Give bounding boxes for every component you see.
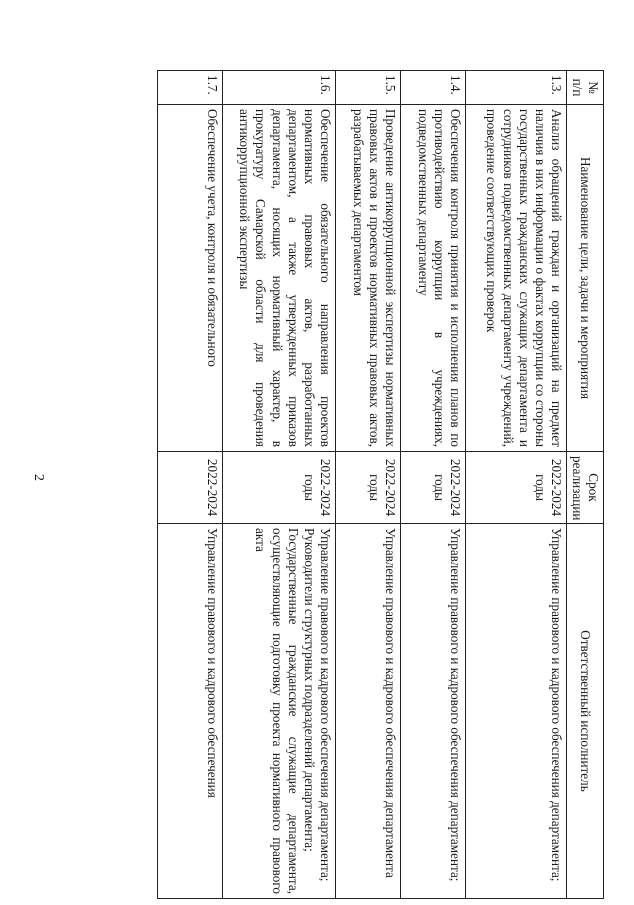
row-num: 1.5. <box>335 71 400 105</box>
row-term: 2022-2024 годы <box>465 452 566 524</box>
anticorruption-plan-table <box>157 70 604 899</box>
row-name: Обеспечение обязательного направления проектов нормативных правовых актов, разработанных департаментом, а также утвержденных приказов департамента, носящих нормативный характер, в прокуратуру Самарской области для проведения антикоррупционной экспертизы <box>222 105 335 452</box>
table-row <box>465 71 566 899</box>
row-num: 1.6. <box>222 71 335 105</box>
row-term: 2022-2024 <box>157 452 222 524</box>
responsible-line: Управление правового и кадрового обеспечения департамента; <box>548 528 564 882</box>
row-responsible <box>465 524 566 899</box>
header-term: Срок реализации <box>566 452 603 524</box>
responsible-line: Управление правового и кадрового обеспечения <box>204 528 220 798</box>
header-responsible: Ответственный исполнитель <box>566 524 603 899</box>
row-num: 1.7. <box>157 71 222 105</box>
row-name: Проведение антикоррупционной экспертизы нормативных правовых актов и проектов нормативных правовых актов, разрабатываемых департаментом <box>335 105 400 452</box>
table-row <box>222 71 335 899</box>
table-row <box>400 71 465 899</box>
row-responsible <box>335 524 400 899</box>
table-header-row <box>566 71 603 899</box>
row-name: Обеспечение учета, контроля и обязательного <box>157 105 222 452</box>
row-responsible <box>157 524 222 899</box>
table-row <box>335 71 400 899</box>
row-responsible <box>400 524 465 899</box>
row-term: 2022-2024 годы <box>335 452 400 524</box>
responsible-line: Управление правового и кадрового обеспечения департамента; <box>447 528 463 882</box>
row-num: 1.3. <box>465 71 566 105</box>
row-name: Обеспечения контроля принятия и исполнения планов по противодействию коррупции в учреждениях, подведомственных департаменту <box>400 105 465 452</box>
table-row <box>157 71 222 899</box>
row-term: 2022-2024 годы <box>222 452 335 524</box>
header-num: № п/п <box>566 71 603 105</box>
row-num: 1.4. <box>400 71 465 105</box>
responsible-line: Управление правового и кадрового обеспечения департамента; <box>317 528 333 882</box>
page-number: 2 <box>31 474 46 481</box>
header-name: Наименование цели, задачи и мероприятия <box>566 105 603 452</box>
responsible-line: Управление правового и кадрового обеспечения департамента <box>382 528 398 878</box>
responsible-line: Руководители структурных подразделений департамента; <box>301 528 317 852</box>
row-name: Анализ обращений граждан и организаций на предмет наличия в них информации о фактах коррупции со стороны государственных гражданских служащих департамента и сотрудников подведомственных департаменту учреждений, проведение соответствующих проверок <box>465 105 566 452</box>
responsible-line: Государственные гражданские служащие департамента, осуществляющие подготовку проекта нормативного правового акта <box>253 528 301 894</box>
row-term: 2022-2024 годы <box>400 452 465 524</box>
row-responsible <box>222 524 335 899</box>
